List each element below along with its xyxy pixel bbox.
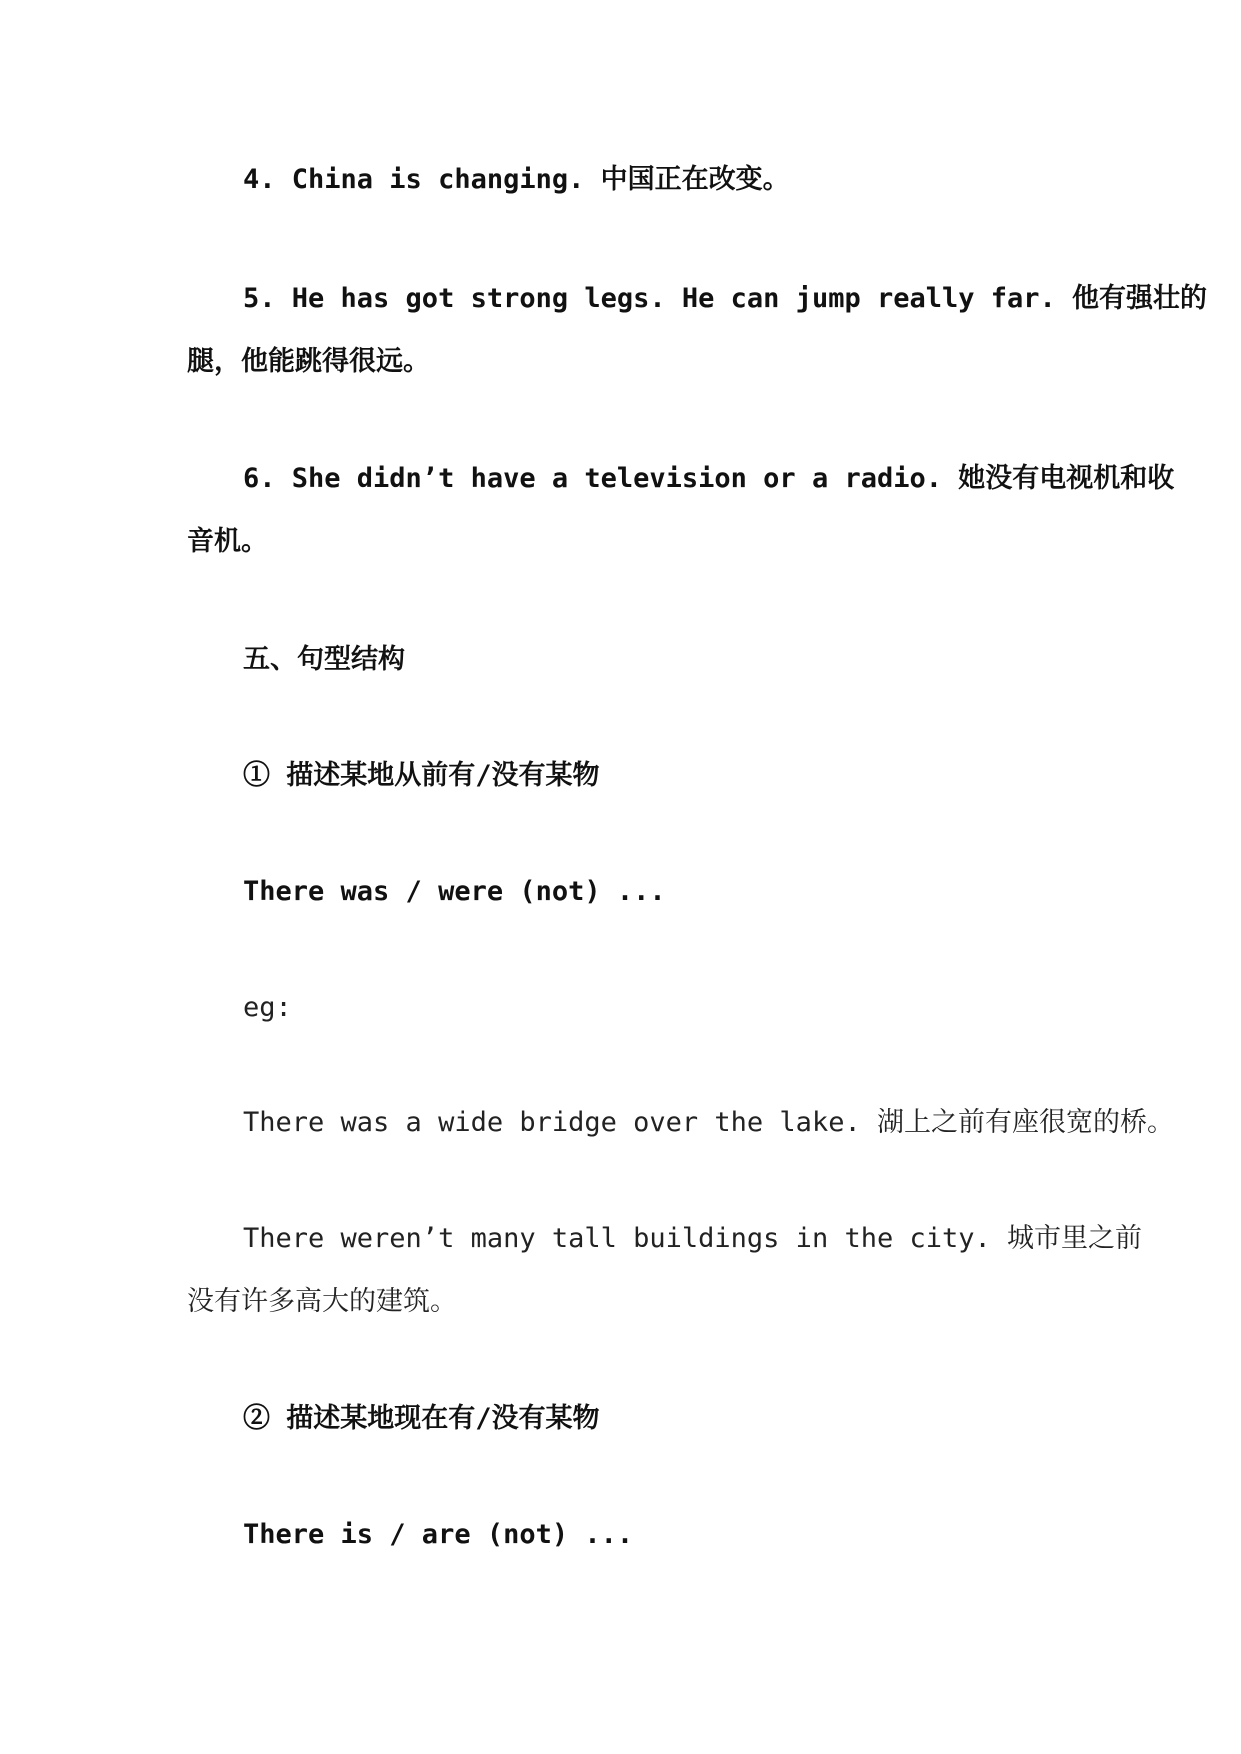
pattern-1-structure: There was / were (not) ... (243, 876, 666, 907)
example-2-line2: 没有许多高大的建筑。 (187, 1286, 457, 1317)
sentence-6-line2: 音机。 (187, 526, 268, 557)
sentence-5-line1: 5. He has got strong legs. He can jump really far. 他有强壮的 (243, 283, 1208, 314)
example-1: There was a wide bridge over the lake. 湖上之前有座很宽的桥。 (243, 1107, 1174, 1138)
example-2-line1: There weren’t many tall buildings in the city. 城市里之前 (243, 1223, 1143, 1254)
section-heading: 五、句型结构 (243, 644, 405, 675)
sentence-6-line1: 6. She didn’t have a television or a radio. 她没有电视机和收 (243, 463, 1175, 494)
sentence-5-line2: 腿，他能跳得很远。 (187, 346, 430, 377)
pattern-2-title: ② 描述某地现在有/没有某物 (243, 1403, 600, 1434)
pattern-1-title: ① 描述某地从前有/没有某物 (243, 760, 600, 791)
eg-label: eg: (243, 992, 292, 1023)
sentence-4: 4. China is changing. 中国正在改变。 (243, 164, 790, 195)
pattern-2-structure: There is / are (not) ... (243, 1519, 634, 1550)
